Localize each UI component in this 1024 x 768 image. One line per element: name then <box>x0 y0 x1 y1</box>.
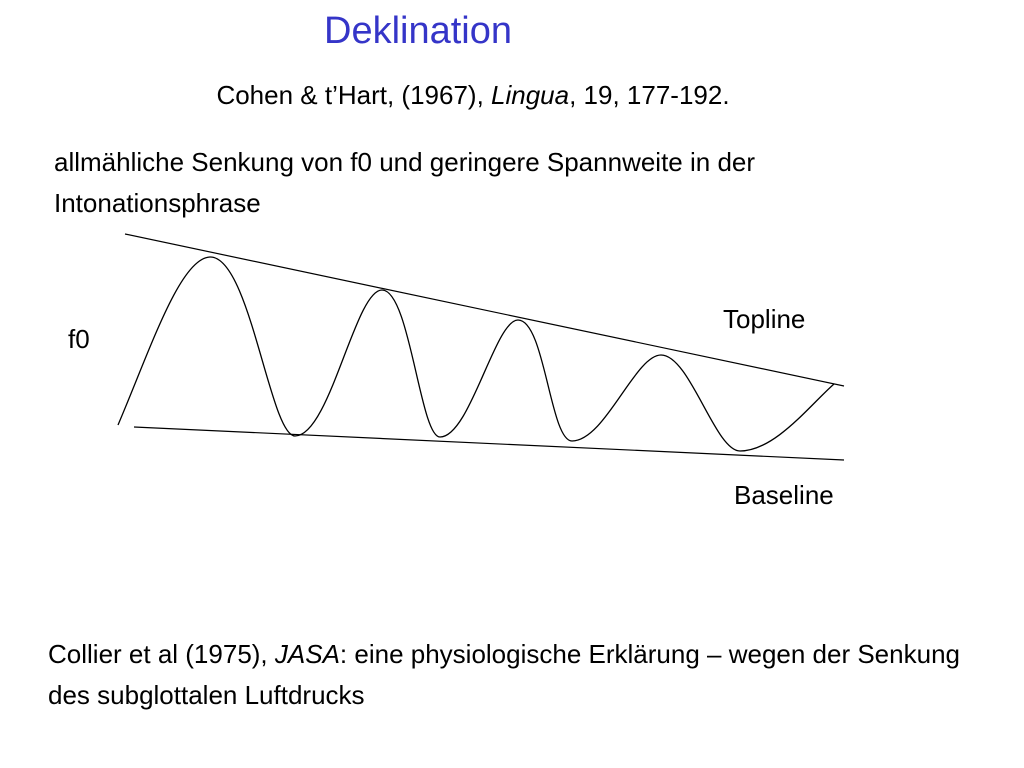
note-prefix: Collier et al (1975), <box>48 639 275 669</box>
citation-journal: Lingua <box>491 80 570 110</box>
explanation-note <box>48 634 988 716</box>
note-journal: JASA <box>274 639 340 669</box>
topline-label: Topline <box>723 304 806 334</box>
slide-title: Deklination <box>324 10 512 52</box>
description-text: allmähliche Senkung von f0 und geringere Spannweite in der Intonationsphrase <box>54 147 756 218</box>
baseline-label: Baseline <box>734 480 834 510</box>
note-suffix: : eine physiologische Erklärung – wegen der Senkung des subglottalen Luftdrucks <box>48 639 960 710</box>
citation-prefix: Cohen & t’Hart, (1967), <box>216 80 492 110</box>
f0-axis-label: f0 <box>68 324 90 354</box>
f0-contour <box>118 257 834 451</box>
baseline <box>134 427 844 460</box>
citation-suffix: , 19, 177-192. <box>569 80 730 110</box>
